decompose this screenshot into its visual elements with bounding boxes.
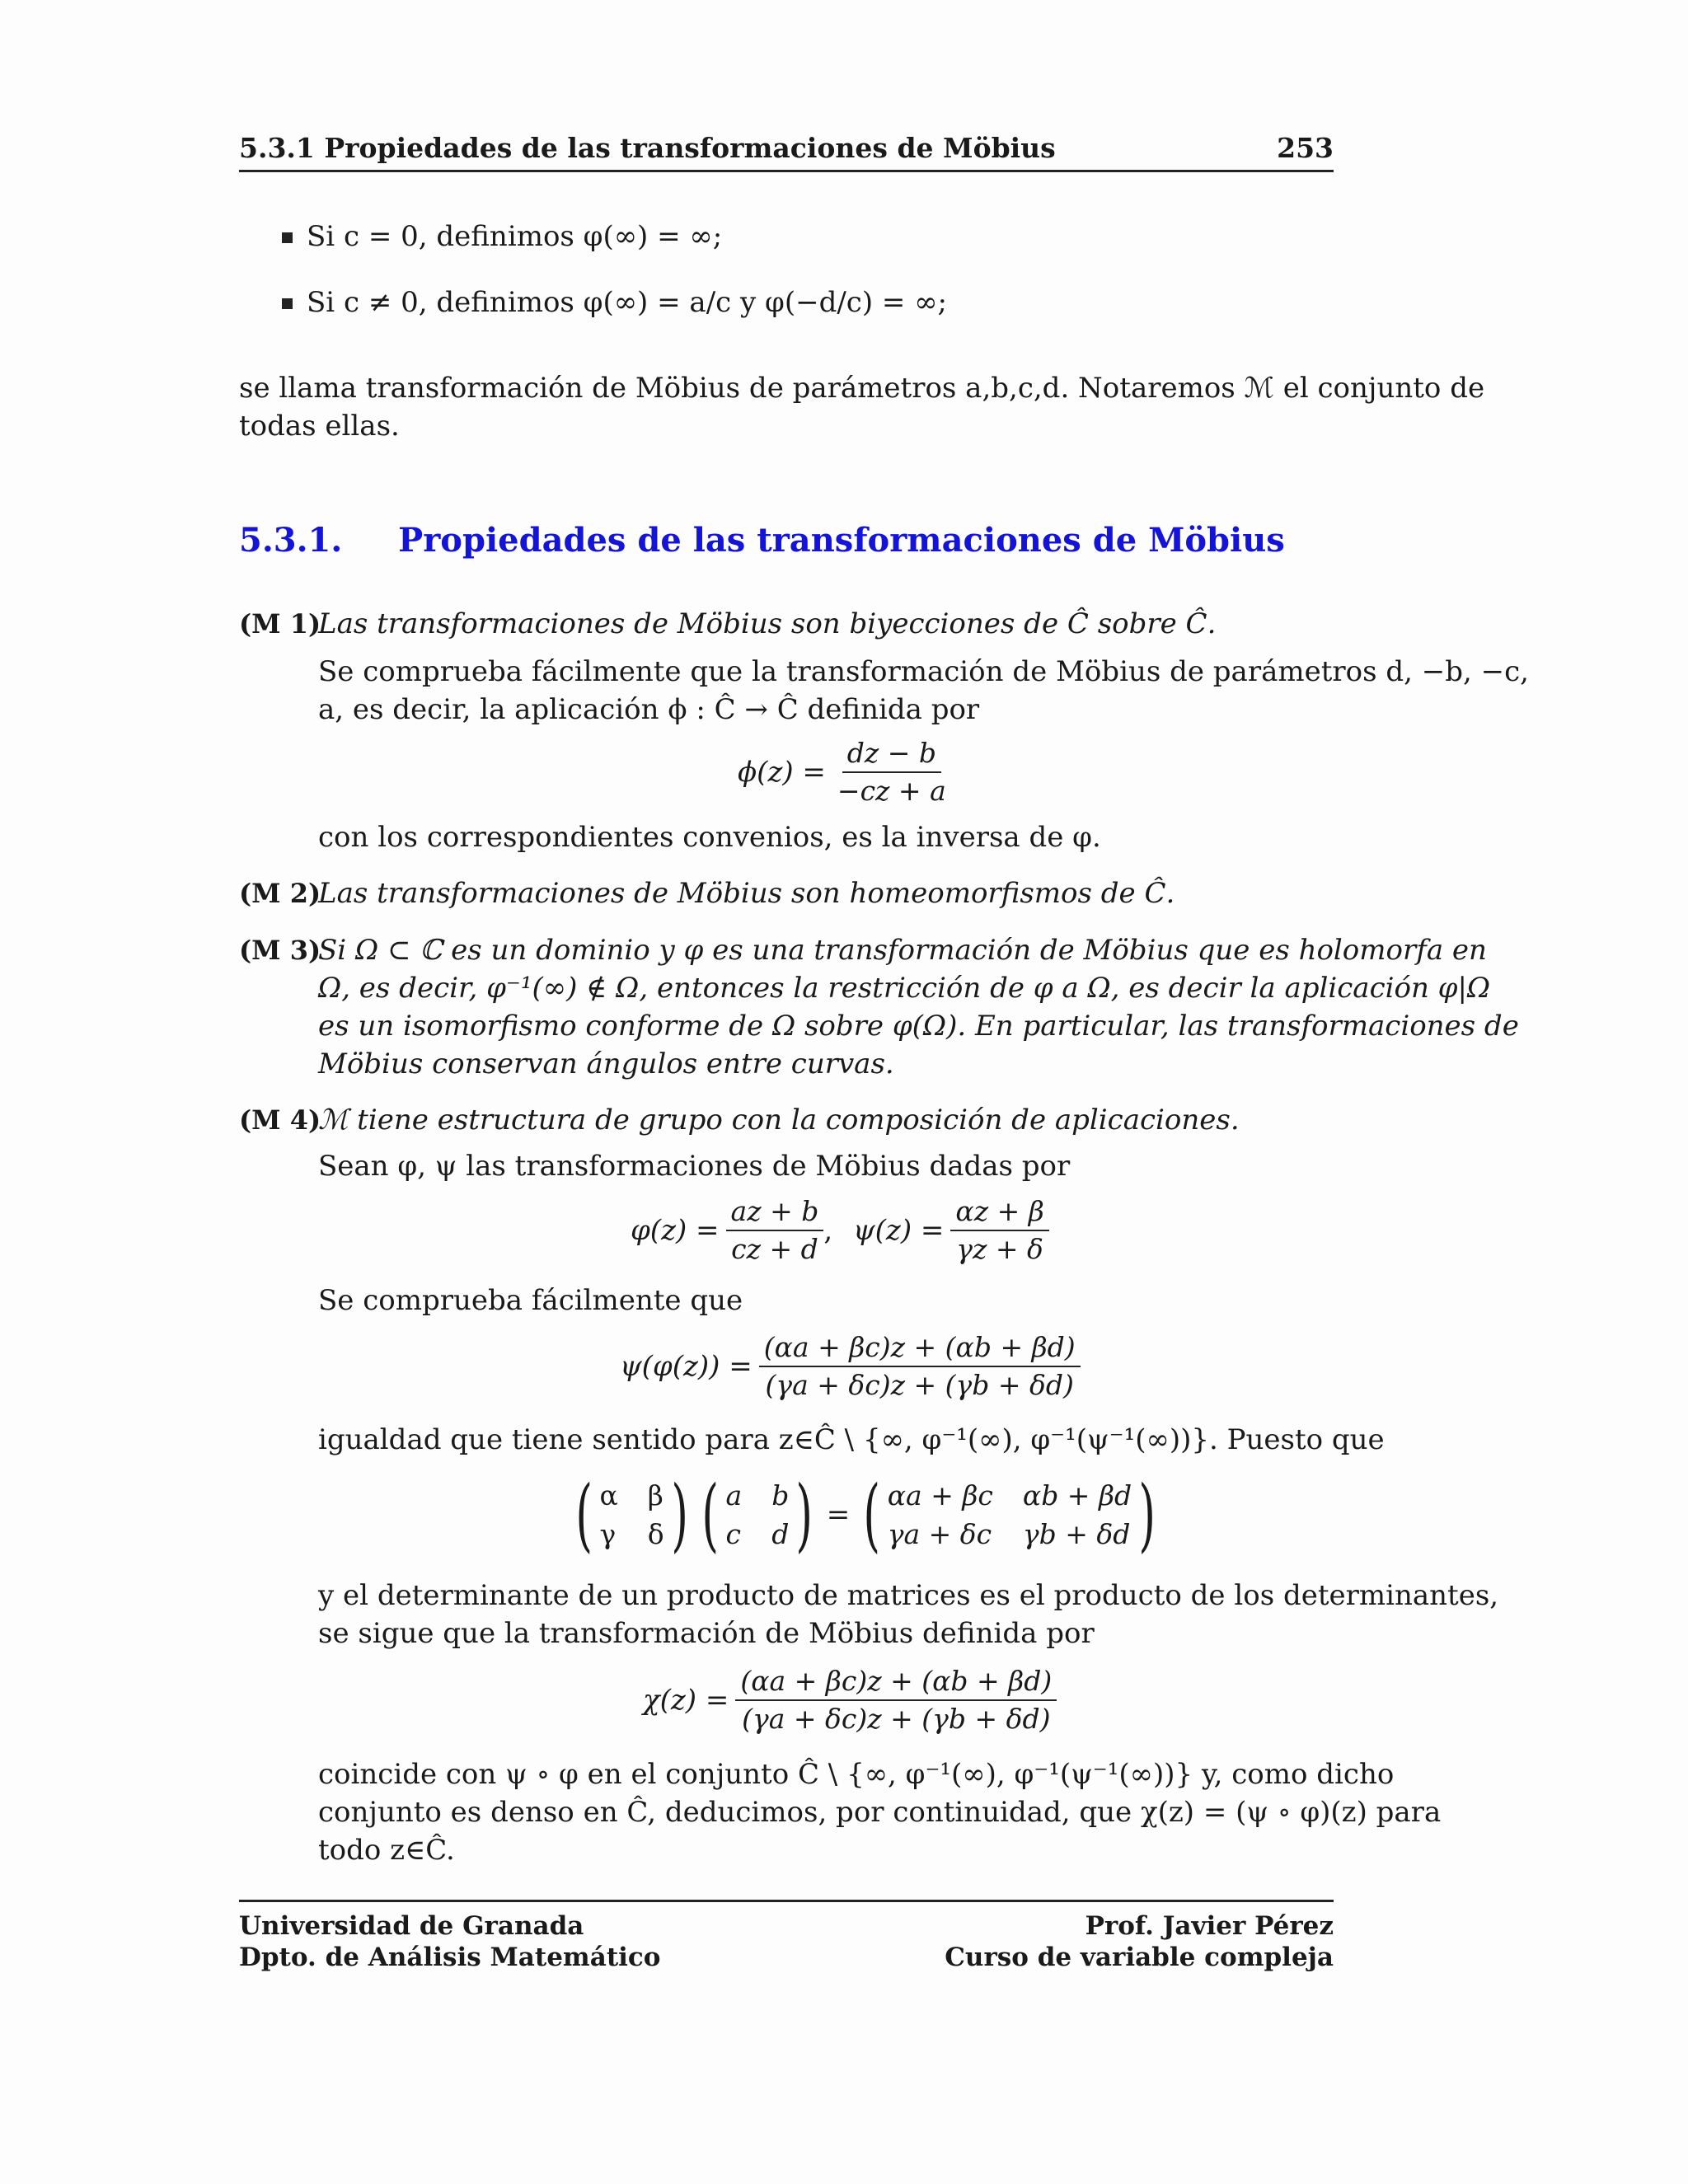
denominator: γz + δ bbox=[956, 1233, 1043, 1265]
matrix-entry: d bbox=[771, 1518, 790, 1550]
matrix-entry: αa + βc bbox=[887, 1479, 993, 1511]
right-paren: ) bbox=[1138, 1469, 1156, 1561]
paragraph-line: a, es decir, la aplicación ϕ : Ĉ → Ĉ definida por bbox=[318, 693, 980, 726]
right-paren: ) bbox=[671, 1469, 688, 1561]
fraction bbox=[759, 1331, 1081, 1402]
matrix-entry: β bbox=[647, 1479, 663, 1511]
property-statement: Las transformaciones de Möbius son homeomorfismos de Ĉ. bbox=[318, 877, 1175, 910]
paragraph-line: y el determinante de un producto de matrices es el producto de los determinantes, bbox=[318, 1579, 1499, 1612]
section-heading bbox=[239, 521, 1285, 560]
property-statement: Las transformaciones de Möbius son biyecciones de Ĉ sobre Ĉ. bbox=[318, 607, 1217, 640]
section-title: Propiedades de las transformaciones de Möbius bbox=[398, 521, 1285, 560]
page-footer bbox=[239, 1900, 1334, 1972]
paragraph-line: Se comprueba fácilmente que la transformación de Möbius de parámetros d, −b, −c, bbox=[318, 655, 1529, 688]
matrix-entry: c bbox=[725, 1518, 742, 1550]
bullet-item: Si c ≠ 0, definimos φ(∞) = a/c y φ(−d/c) = ∞; bbox=[307, 286, 947, 319]
matrix-entry: δ bbox=[647, 1518, 664, 1550]
equation-lhs: ψ(φ(z)) = bbox=[620, 1350, 753, 1383]
equation-lhs: φ(z) = bbox=[631, 1214, 720, 1247]
denominator: cz + d bbox=[731, 1233, 818, 1265]
denominator: (γa + δc)z + (γb + δd) bbox=[742, 1703, 1051, 1735]
equation-lhs: χ(z) = bbox=[643, 1684, 729, 1717]
matrix-b bbox=[726, 1479, 790, 1550]
footer-left bbox=[239, 1910, 660, 1973]
equation-inverse bbox=[738, 737, 951, 808]
header-section-title: 5.3.1 Propiedades de las transformaciones de Möbius bbox=[239, 132, 1056, 164]
section-number: 5.3.1. bbox=[239, 521, 343, 560]
matrix-entry: γb + δd bbox=[1022, 1518, 1131, 1550]
property-statement: ℳ tiene estructura de grupo con la composición de aplicaciones. bbox=[318, 1104, 1240, 1137]
property-statement: es un isomorfismo conforme de Ω sobre φ(Ω). En particular, las transformaciones de bbox=[318, 1010, 1519, 1043]
matrix-entry: αb + βd bbox=[1022, 1479, 1132, 1511]
matrix-c bbox=[888, 1479, 1132, 1550]
running-header bbox=[239, 132, 1334, 172]
fraction bbox=[735, 1665, 1057, 1736]
footer-university: Universidad de Granada bbox=[239, 1911, 584, 1941]
numerator: αz + β bbox=[950, 1195, 1048, 1231]
numerator: az + b bbox=[726, 1195, 824, 1231]
property-statement: Möbius conservan ángulos entre curvas. bbox=[318, 1047, 894, 1080]
denominator: −cz + a bbox=[837, 775, 946, 807]
paragraph-line: todo z∈Ĉ. bbox=[318, 1834, 455, 1867]
paragraph-line: Sean φ, ψ las transformaciones de Möbius dadas por bbox=[318, 1150, 1071, 1183]
intro-line: todas ellas. bbox=[239, 410, 400, 443]
matrix-entry: b bbox=[771, 1479, 790, 1511]
matrix-entry: γ bbox=[599, 1518, 617, 1550]
property-label: (M 3) bbox=[239, 935, 321, 966]
left-paren: ( bbox=[575, 1469, 593, 1561]
denominator: (γa + δc)z + (γb + δd) bbox=[765, 1369, 1074, 1401]
property-label: (M 1) bbox=[239, 608, 321, 640]
property-statement: Si Ω ⊂ ℂ es un dominio y φ es una transformación de Möbius que es holomorfa en bbox=[318, 934, 1487, 967]
matrix-entry: α bbox=[599, 1479, 618, 1511]
right-paren: ) bbox=[795, 1469, 814, 1561]
footer-author: Prof. Javier Pérez bbox=[1085, 1911, 1334, 1941]
numerator: (αa + βc)z + (αb + βd) bbox=[759, 1331, 1081, 1367]
matrix-entry: a bbox=[725, 1479, 743, 1511]
left-paren: ( bbox=[863, 1469, 881, 1561]
left-paren: ( bbox=[701, 1469, 720, 1561]
bullet-item: Si c = 0, definimos φ(∞) = ∞; bbox=[307, 220, 723, 253]
paragraph-line: igualdad que tiene sentido para z∈Ĉ \ {∞, φ⁻¹(∞), φ⁻¹(ψ⁻¹(∞))}. Puesto que bbox=[318, 1423, 1385, 1456]
numerator: (αa + βc)z + (αb + βd) bbox=[735, 1665, 1057, 1701]
paragraph-line: coincide con ψ ∘ φ en el conjunto Ĉ \ {∞, φ⁻¹(∞), φ⁻¹(ψ⁻¹(∞))} y, como dicho bbox=[318, 1758, 1395, 1791]
equation-composition bbox=[620, 1331, 1081, 1402]
paragraph-line: conjunto es denso en Ĉ, deducimos, por continuidad, que χ(z) = (ψ ∘ φ)(z) para bbox=[318, 1796, 1442, 1829]
equation-lhs: ψ(z) = bbox=[853, 1214, 945, 1247]
property-label: (M 4) bbox=[239, 1104, 321, 1136]
equation-lhs: ϕ(z) = bbox=[738, 756, 826, 789]
numerator: dz − b bbox=[842, 737, 941, 773]
paragraph-line: con los correspondientes convenios, es la inversa de φ. bbox=[318, 821, 1101, 854]
footer-course: Curso de variable compleja bbox=[945, 1943, 1334, 1972]
fraction bbox=[726, 1195, 824, 1266]
equation-phi bbox=[631, 1195, 832, 1266]
footer-right bbox=[945, 1910, 1334, 1973]
bullet-marker bbox=[282, 298, 293, 309]
bullet-marker bbox=[282, 232, 293, 243]
equals-sign: = bbox=[826, 1498, 851, 1531]
equation-psi bbox=[853, 1195, 1049, 1266]
fraction bbox=[950, 1195, 1048, 1266]
matrix-product bbox=[569, 1469, 1163, 1561]
footer-department: Dpto. de Análisis Matemático bbox=[239, 1943, 661, 1972]
property-statement: Ω, es decir, φ⁻¹(∞) ∉ Ω, entonces la restricción de φ a Ω, es decir la aplicación φ|Ω bbox=[318, 972, 1491, 1005]
paragraph-line: Se comprueba fácilmente que bbox=[318, 1284, 743, 1317]
paragraph-line: se sigue que la transformación de Möbius definida por bbox=[318, 1617, 1095, 1650]
fraction bbox=[832, 737, 951, 808]
property-label: (M 2) bbox=[239, 878, 321, 909]
page-number: 253 bbox=[1277, 132, 1334, 164]
comma: , bbox=[823, 1214, 833, 1247]
matrix-entry: γa + δc bbox=[887, 1518, 992, 1550]
equation-chi bbox=[643, 1665, 1057, 1736]
matrix-a bbox=[599, 1479, 663, 1550]
intro-line: se llama transformación de Möbius de parámetros a,b,c,d. Notaremos ℳ el conjunto de bbox=[239, 372, 1485, 405]
